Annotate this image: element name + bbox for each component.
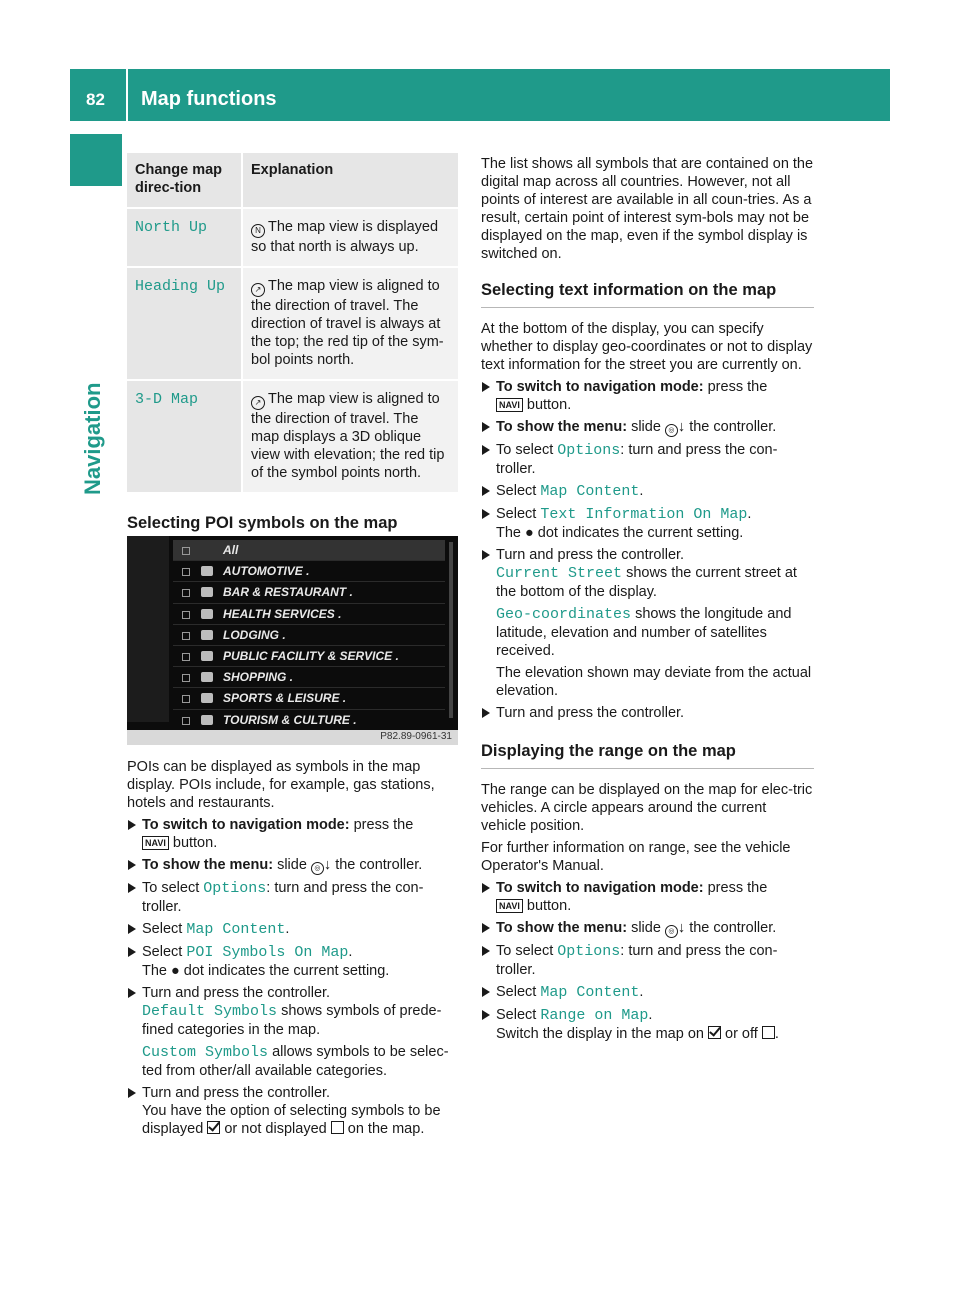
list-item: PUBLIC FACILITY & SERVICE . [173,646,445,667]
heading-up-icon: ↗ [251,283,265,297]
step: To select Options: turn and press the con-troller. [481,942,814,979]
list-item: BAR & RESTAURANT . [173,582,445,603]
navi-key-icon: NAVI [496,899,523,913]
poi-text [127,758,462,1142]
step: Select Text Information On Map. The ● dot indicates the current setting. [481,505,814,542]
section-tab [70,134,122,186]
checkbox-checked-icon [207,1121,220,1134]
step: Turn and press the controller. Current Street shows the current street at the bottom of the display. [481,546,814,601]
table-row: Heading Up ↗ The map view is aligned to the direction of travel. The direction of travel is always at the top; the red tip of the sym-bol points north. [127,267,458,380]
table-header-option: Change map direc-tion [127,153,242,208]
header-divider [126,69,128,121]
step: Turn and press the controller. Default Symbols shows symbols of prede-fined categories in the map. [127,984,462,1039]
controller-icon: ◎ [665,925,678,938]
step: Select Range on Map. Switch the display in the map on or off . [481,1006,814,1043]
section-heading: Displaying the range on the map [481,742,814,769]
checkbox-empty-icon [762,1026,775,1039]
step: Turn and press the controller. You have the option of selecting symbols to be displayed or not displayed on the map. [127,1084,462,1138]
step: To show the menu: slide ◎ ↓ the controller. [127,856,462,875]
checkbox-empty-icon [331,1121,344,1134]
poi-menu-screenshot [127,536,458,745]
3d-map-icon: ↗ [251,396,265,410]
step: To switch to navigation mode: press the NAVI button. [127,816,462,852]
list-item: TOURISM & CULTURE . [173,710,445,731]
list-item: SPORTS & LEISURE . [173,688,445,709]
north-up-icon: N [251,224,265,238]
step: Turn and press the controller. [481,704,814,722]
list-item: HEALTH SERVICES . [173,604,445,625]
figure-code-strip: P82.89-0961-31 [127,730,458,745]
navi-key-icon: NAVI [142,836,169,850]
step: To select Options: turn and press the con-troller. [481,441,814,478]
step: To show the menu: slide ◎ ↓ the controller. [481,919,814,938]
sub-paragraph: Custom Symbols allows symbols to be selec-ted from other/all available categories. [142,1044,449,1079]
checkbox-checked-icon [708,1026,721,1039]
controller-icon: ◎ [311,862,324,875]
navi-key-icon: NAVI [496,398,523,412]
sub-paragraph: The elevation shown may deviate from the actual elevation. [496,665,812,699]
section-heading: Selecting text information on the map [481,281,814,308]
list-item: All [173,540,445,561]
symbols-intro: The list shows all symbols that are contained on the digital map across all countries. However, not all points of interest are available in all coun-tries. As a result, certain point of interest sym-bols may not be displayed on the map, even if the symbol display is switched on. [481,156,814,262]
poi-list [173,540,445,731]
map-direction-table [127,153,458,492]
right-column: The list shows all symbols that are contained on the digital map across all countries. However, not all points of interest are available in all coun-tries. As a result, certain point of interest sym-bols may not be displayed on the map, even if the symbol display is switched on. Selecting text information on the map At the bottom of the display, you can specify whether to display geo-coordinates or not to display text information for the street you are currently on. To switch to navigation mode: press the NAVI button. To show the menu: slide ◎ ↓ the controller. To select Options: turn and press the con-troller. Select Map Content. Select Text Information On Map. The ● dot indicates the current setting. Turn and press the controller. Current Street shows the current street at the bottom of the display. Geo-coordinates shows the longitude and latitude, elevation and number of satellites received. The elevation shown may deviate from the actual elevation. Turn and press the controller. Displaying the range on the map The range can be displayed on the map for elec-tric vehicles. A circle appears around the current vehicle position. For further information on range, see the vehicle Operator's Manual. To switch to navigation mode: press the NAVI button. To show the menu: slide ◎ ↓ the controller. To select Options: turn and press the con-troller. Select Map Content. Select Range on Map. Switch the display in the map on or off . [481,156,814,1042]
table-row: 3-D Map ↗ The map view is aligned to the direction of travel. The map displays a 3D oblique view with elevation; the red tip of the symbol points north. [127,380,458,492]
table-row: North Up N The map view is displayed so that north is always up. [127,208,458,267]
step: Select POI Symbols On Map. The ● dot indicates the current setting. [127,943,462,980]
list-item: LODGING . [173,625,445,646]
page-number: 82 [86,90,105,109]
sub-paragraph: Geo-coordinates shows the longitude and latitude, elevation and number of satellites received. [496,606,792,659]
left-column [127,153,458,541]
list-item: SHOPPING . [173,667,445,688]
step: To switch to navigation mode: press the NAVI button. [481,378,814,414]
page-title: Map functions [141,88,277,110]
controller-icon: ◎ [665,424,678,437]
screen-scrollbar [449,542,453,718]
step: To switch to navigation mode: press the NAVI button. [481,879,814,915]
screen-rail [127,536,169,722]
step: To show the menu: slide ◎ ↓ the controller. [481,418,814,437]
section-label: Navigation [80,382,105,495]
section-heading: Selecting POI symbols on the map [127,514,458,541]
poi-intro: POIs can be displayed as symbols in the map display. POIs include, for example, gas stations, hotels and restaurants. [127,759,435,811]
step: To select Options: turn and press the con-troller. [127,879,462,916]
table-header-explanation: Explanation [242,153,458,208]
step: Select Map Content. [481,983,814,1002]
step: Select Map Content. [127,920,462,939]
list-item: AUTOMOTIVE . [173,561,445,582]
step: Select Map Content. [481,482,814,501]
